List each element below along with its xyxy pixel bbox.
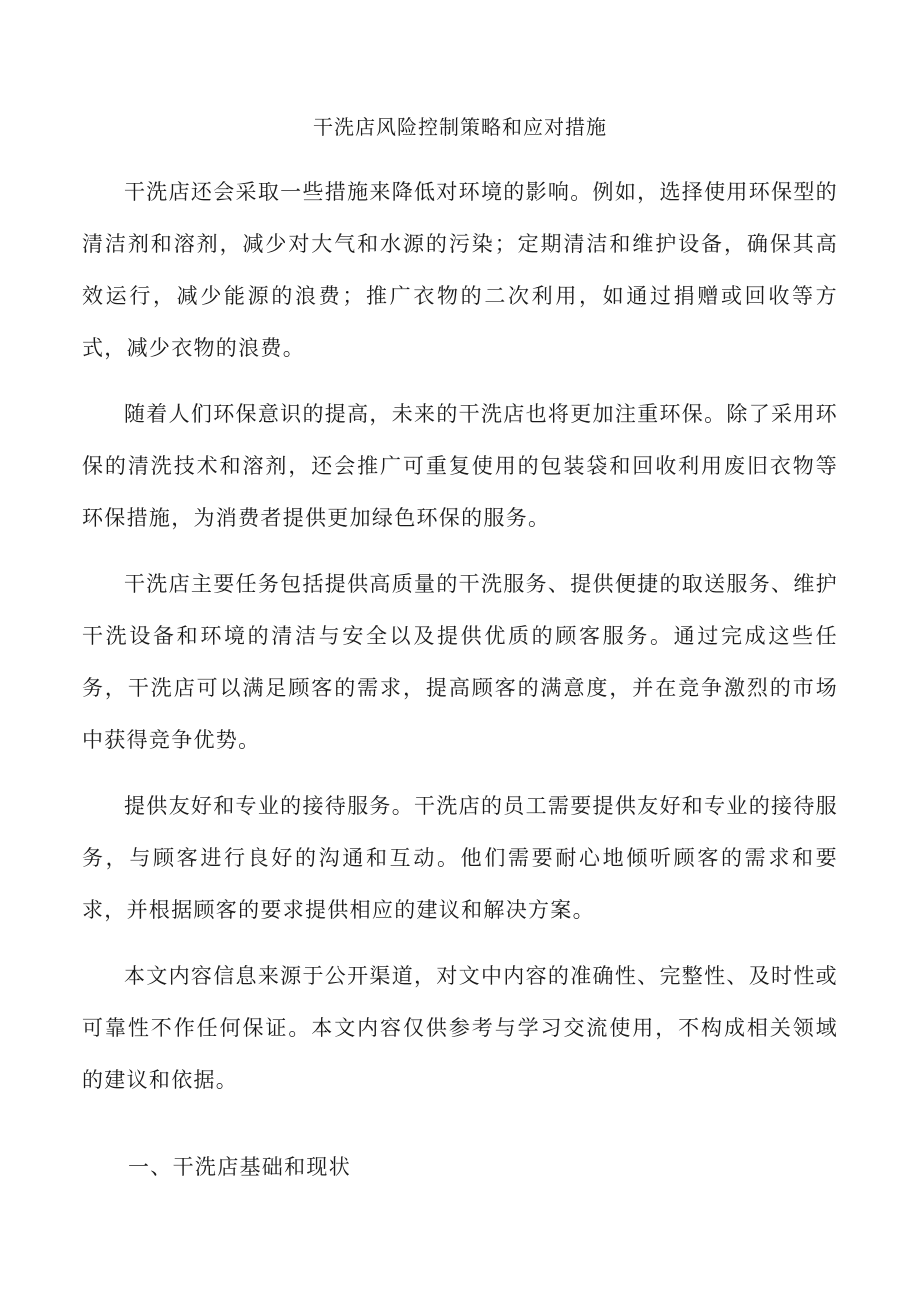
paragraph-disclaimer: 本文内容信息来源于公开渠道，对文中内容的准确性、完整性、及时性或可靠性不作任何保证。本文内容仅供参考与学习交流使用，不构成相关领域的建议和依据。: [82, 964, 838, 1092]
section-heading: 一、干洗店基础和现状: [128, 1155, 351, 1179]
paragraph-reception-service: 提供友好和专业的接待服务。干洗店的员工需要提供友好和专业的接待服务，与顾客进行良好的沟通和互动。他们需要耐心地倾听顾客的需求和要求，并根据顾客的要求提供相应的建议和解决方案。: [82, 794, 838, 922]
paragraph-main-tasks: 干洗店主要任务包括提供高质量的干洗服务、提供便捷的取送服务、维护干洗设备和环境的清洁与安全以及提供优质的顾客服务。通过完成这些任务，干洗店可以满足顾客的需求，提高顾客的满意度，并在竞争激烈的市场中获得竞争优势。: [82, 572, 838, 752]
document-title: 干洗店风险控制策略和应对措施: [313, 115, 607, 139]
paragraph-future-eco: 随着人们环保意识的提高，未来的干洗店也将更加注重环保。除了采用环保的清洗技术和溶剂，还会推广可重复使用的包装袋和回收利用废旧衣物等环保措施，为消费者提供更加绿色环保的服务。: [82, 402, 838, 530]
paragraph-environmental-measures: 干洗店还会采取一些措施来降低对环境的影响。例如，选择使用环保型的清洁剂和溶剂，减少对大气和水源的污染；定期清洁和维护设备，确保其高效运行，减少能源的浪费；推广衣物的二次利用，如通过捐赠或回收等方式，减少衣物的浪费。: [82, 180, 838, 360]
